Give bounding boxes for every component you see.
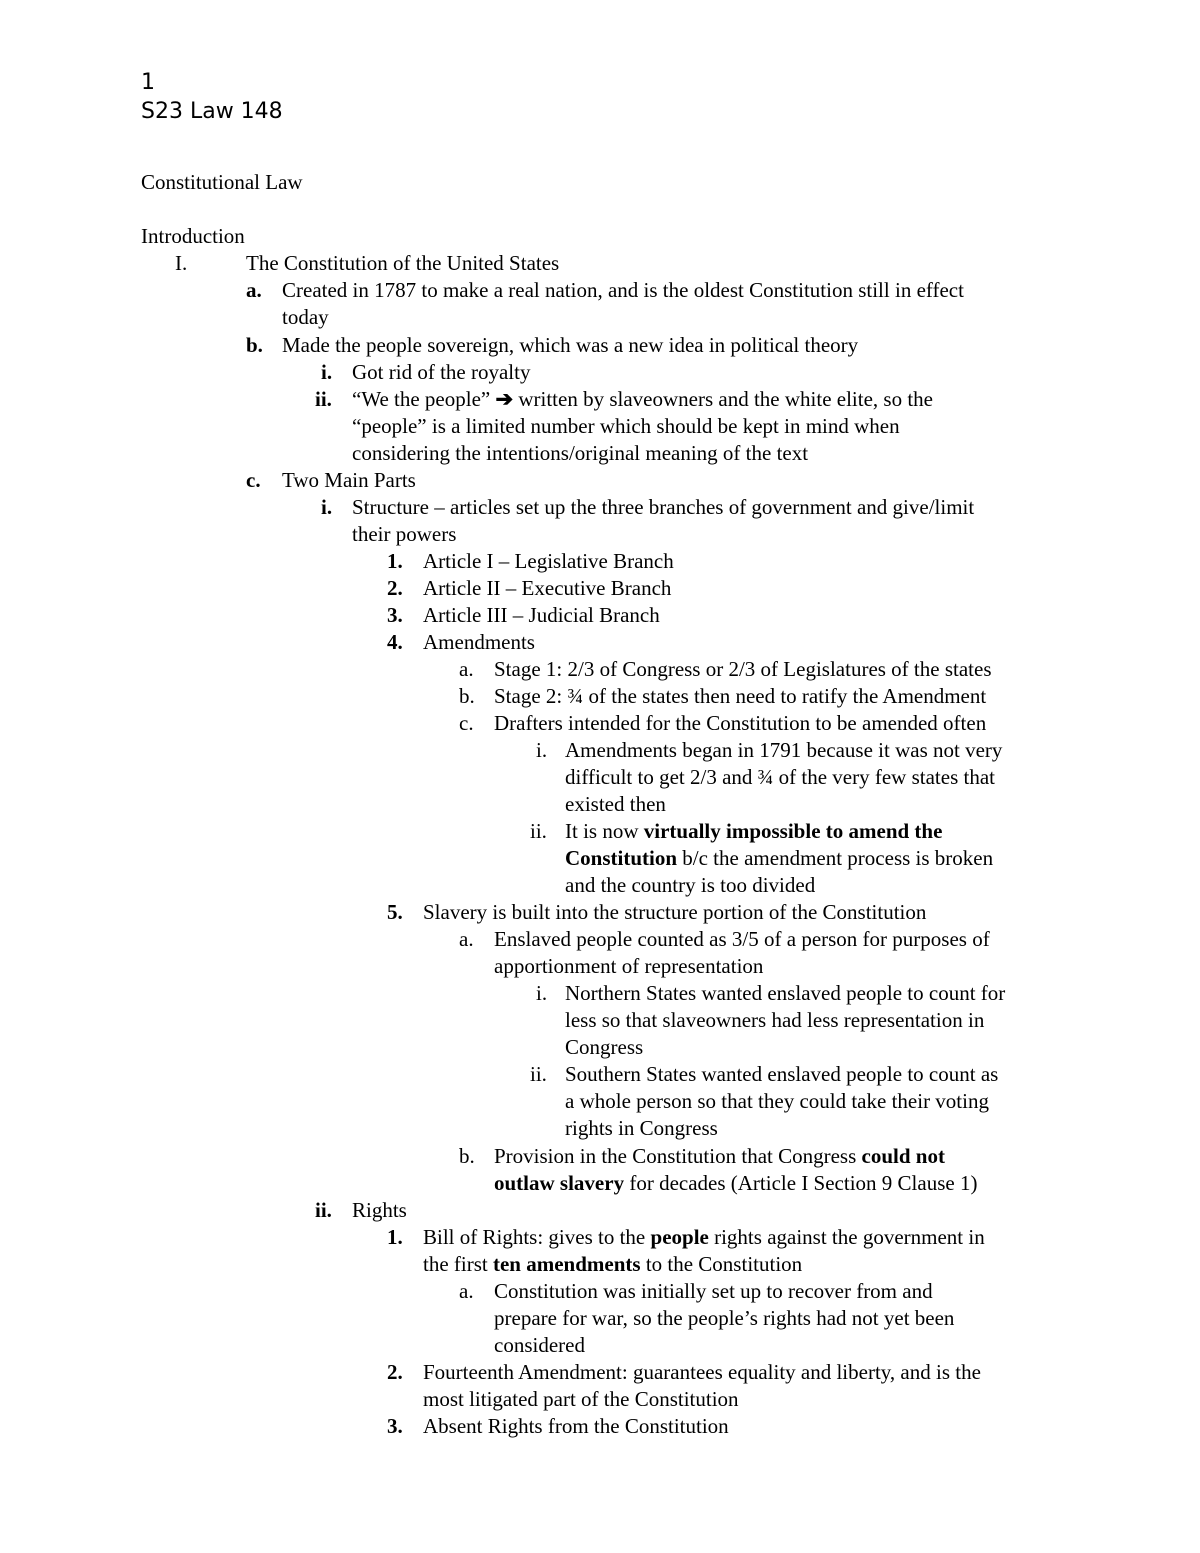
outline-item-r1a: Constitution was initially set up to recover from and bbox=[494, 1279, 933, 1303]
outline-item-5a-i: Northern States wanted enslaved people to count for bbox=[565, 981, 1006, 1005]
list-marker: 5. bbox=[387, 900, 403, 924]
outline-item-3: Article III – Judicial Branch bbox=[423, 603, 660, 627]
section-heading: Introduction bbox=[141, 224, 245, 248]
list-marker: ii. bbox=[315, 1198, 332, 1222]
outline-item-4c-ii-cont: Constitution b/c the amendment process is broken bbox=[565, 846, 994, 870]
list-marker: i. bbox=[321, 360, 333, 384]
outline-item-4c-i: Amendments began in 1791 because it was not very bbox=[565, 738, 1003, 762]
list-marker: ii. bbox=[530, 1062, 547, 1086]
outline-item-5a: Enslaved people counted as 3/5 of a person for purposes of bbox=[494, 927, 990, 951]
arrow-icon: ➔ bbox=[495, 387, 514, 411]
list-marker: b. bbox=[246, 333, 263, 357]
outline-item-c-i: Structure – articles set up the three branches of government and give/limit bbox=[352, 495, 975, 519]
list-marker: 4. bbox=[387, 630, 403, 654]
list-marker: b. bbox=[459, 1144, 475, 1168]
outline-item-5a-ii-cont: rights in Congress bbox=[565, 1116, 718, 1140]
list-marker: i. bbox=[536, 738, 548, 762]
list-marker: a. bbox=[459, 657, 474, 681]
outline-item-2: Article II – Executive Branch bbox=[423, 576, 672, 600]
outline-item-b-ii: “We the people” ➔ written by slaveowners and the white elite, so the bbox=[352, 387, 933, 411]
outline-item-b: Made the people sovereign, which was a new idea in political theory bbox=[282, 333, 859, 357]
outline-item-4c-ii-cont: and the country is too divided bbox=[565, 873, 816, 897]
outline-item-5a-ii: Southern States wanted enslaved people to count as bbox=[565, 1062, 999, 1086]
outline-item-c: Two Main Parts bbox=[282, 468, 416, 492]
outline-item-5a-i-cont: less so that slaveowners had less representation in bbox=[565, 1008, 985, 1032]
outline-item-5a-cont: apportionment of representation bbox=[494, 954, 764, 978]
outline-item-r1a-cont: prepare for war, so the people’s rights had not yet been bbox=[494, 1306, 955, 1330]
outline-item-4c-i-cont: difficult to get 2/3 and ¾ of the very few states that bbox=[565, 765, 995, 789]
outline-item-5a-i-cont: Congress bbox=[565, 1035, 644, 1059]
outline-item-4a: Stage 1: 2/3 of Congress or 2/3 of Legislatures of the states bbox=[494, 657, 992, 681]
outline-item-5: Slavery is built into the structure portion of the Constitution bbox=[423, 900, 927, 924]
outline-item-r3: Absent Rights from the Constitution bbox=[423, 1414, 729, 1438]
outline-item-b-ii-cont: considering the intentions/original meaning of the text bbox=[352, 441, 809, 465]
course-header: S23 Law 148 bbox=[141, 99, 283, 124]
outline-item-a: Created in 1787 to make a real nation, and is the oldest Constitution still in effect bbox=[282, 278, 964, 302]
list-marker: b. bbox=[459, 684, 475, 708]
list-marker: a. bbox=[459, 927, 474, 951]
outline-item-1: Article I – Legislative Branch bbox=[423, 549, 674, 573]
outline-item-4b: Stage 2: ¾ of the states then need to ratify the Amendment bbox=[494, 684, 987, 708]
outline-item-b-ii-cont: “people” is a limited number which should be kept in mind when bbox=[352, 414, 900, 438]
list-marker: 2. bbox=[387, 576, 403, 600]
outline-item-4c-i-cont: existed then bbox=[565, 792, 666, 816]
outline-item-r2-cont: most litigated part of the Constitution bbox=[423, 1387, 739, 1411]
page-number: 1 bbox=[141, 70, 155, 95]
list-marker: 3. bbox=[387, 1414, 403, 1438]
list-marker: 2. bbox=[387, 1360, 403, 1384]
list-marker: c. bbox=[246, 468, 261, 492]
list-marker: 1. bbox=[387, 1225, 403, 1249]
outline-item-c-ii: Rights bbox=[352, 1198, 407, 1222]
outline-item-I: The Constitution of the United States bbox=[246, 251, 560, 275]
outline-item-5a-ii-cont: a whole person so that they could take their voting bbox=[565, 1089, 989, 1113]
outline-item-5b: Provision in the Constitution that Congress could not bbox=[494, 1144, 945, 1168]
list-marker: I. bbox=[175, 251, 188, 275]
outline-item-4: Amendments bbox=[423, 630, 535, 654]
list-marker: ii. bbox=[530, 819, 547, 843]
list-marker: i. bbox=[536, 981, 548, 1005]
list-marker: 1. bbox=[387, 549, 403, 573]
outline-item-4c-ii: It is now virtually impossible to amend the bbox=[565, 819, 943, 843]
list-marker: i. bbox=[321, 495, 333, 519]
outline-item-r1: Bill of Rights: gives to the people rights against the government in bbox=[423, 1225, 985, 1249]
document-title: Constitutional Law bbox=[141, 170, 303, 194]
outline-item-4c: Drafters intended for the Constitution to be amended often bbox=[494, 711, 987, 735]
outline-item-b-i: Got rid of the royalty bbox=[352, 360, 531, 384]
list-marker: a. bbox=[459, 1279, 474, 1303]
outline-item-c-i-cont: their powers bbox=[352, 522, 457, 546]
list-marker: c. bbox=[459, 711, 474, 735]
outline-item-r1-cont: the first ten amendments to the Constitution bbox=[423, 1252, 803, 1276]
outline-item-r1a-cont: considered bbox=[494, 1333, 585, 1357]
outline-item-5b-cont: outlaw slavery for decades (Article I Section 9 Clause 1) bbox=[494, 1171, 978, 1195]
outline-item-r2: Fourteenth Amendment: guarantees equality and liberty, and is the bbox=[423, 1360, 981, 1384]
list-marker: ii. bbox=[315, 387, 332, 411]
list-marker: 3. bbox=[387, 603, 403, 627]
outline-item-a-cont: today bbox=[282, 305, 329, 329]
list-marker: a. bbox=[246, 278, 262, 302]
